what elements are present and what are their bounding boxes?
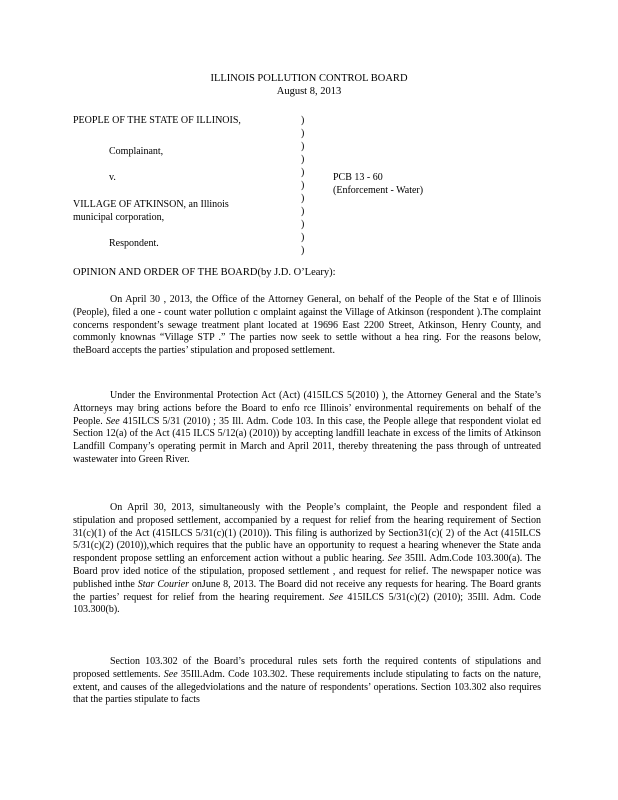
plaintiff-role: Complainant,: [109, 146, 164, 157]
caption-paren: ): [301, 245, 305, 256]
defendant-name-line2: municipal corporation,: [73, 212, 165, 223]
versus-label: v.: [109, 172, 116, 183]
caption-paren: ): [301, 193, 305, 204]
paragraph-3-text: 35Ill. Adm.Code 103.300(a). The Board prov ided notice of the stipulation, proposed settlement , and request for relief. The newspaper notice was published inthe: [73, 553, 541, 590]
caption-paren: ): [301, 167, 305, 178]
paragraph-4: [73, 656, 541, 707]
caption-paren: ): [301, 115, 305, 126]
paragraph-3-text: On April 30, 2013, simultaneously with the People’s complaint, the People and respondent filed a stipulation and proposed settlement, accompanied by a request for relief from the hearing requirement of Section 31(c)(1) of the Act (415ILCS 5/31(c)(1) (2010)). This filing is authorized by Section31(c)( 2) of the Act (415ILCS 5/31(c)(2) (2010)),which requires that the public have an opportunity to request a hearing whenever the State anda respondent propose settling an enforcement action without a public hearing.: [73, 502, 541, 565]
paragraph-1: On April 30 , 2013, the Office of the Attorney General, on behalf of the People of the Stat e of Illinois (People), filed a one - count water pollution c omplaint against the Village of Atkinson (respondent ).The complaint concerns respondent’s sewage treatment plant located at 19696 East 2200 Street, Atkinson, Henry County, and commonly knownas “Village STP .” The parties now seek to settle without a hea ring. For the reasons below, theBoard accepts the parties’ stipulation and proposed settlement.: [73, 294, 541, 357]
caption-paren: ): [301, 219, 305, 230]
caption-paren: ): [301, 154, 305, 165]
caption-paren: ): [301, 232, 305, 243]
paragraph-3: [73, 502, 541, 617]
case-type: (Enforcement - Water): [333, 185, 424, 196]
newspaper-name: Star Courier: [137, 578, 189, 590]
paragraph-3-text: onJune 8, 2013. The Board did not receive any requests for hearing. The Board grants the parties’ request for relief from the hearing requirement.: [73, 578, 541, 603]
paragraph-4-text: 35Ill.Adm. Code 103.302. These requirements include stipulating to facts on the nature, extent, and causes of the allegedviolations and the nature of respondents’ operations. Section 103.302 also requires that the parties stipulate to facts: [73, 668, 542, 706]
paragraph-2-text: Under the Environmental Protection Act (Act) (415ILCS 5(2010) ), the Attorney General and the State’s Attorneys may bring actions before the Board to enfo rce Illinois’ environmental requirements on behalf of the People.: [73, 390, 541, 427]
paragraph-4-text: Section 103.302 of the Board’s procedural rules sets forth the required contents of stipulations and proposed settlements.: [73, 656, 541, 680]
case-number: PCB 13 - 60: [333, 172, 383, 183]
citation-signal: See: [329, 591, 343, 603]
caption-paren: ): [301, 180, 305, 191]
order-date: August 8, 2013: [276, 86, 342, 97]
defendant-role: Respondent.: [109, 238, 159, 249]
plaintiff-name: PEOPLE OF THE STATE OF ILLINOIS,: [73, 115, 241, 126]
paragraph-2-text: 415ILCS 5/31 (2010) ; 35 Ill. Adm. Code 103. In this case, the People allege that respondent violat ed Section 12(a) of the Act (415 ILCS 5/12(a) (2010)) by accepting landfill leachate in excess of the limits of Atkinson Landfill Company’s operating permit in March and April 2011, thereby threatening the pass through of untreated wastewater into Green River.: [73, 415, 541, 465]
opinion-heading: OPINION AND ORDER OF THE BOARD(by J.D. O’Leary):: [73, 267, 336, 278]
citation-signal: See: [105, 415, 120, 427]
citation-signal: See: [163, 668, 178, 680]
caption-parentheses: [301, 114, 304, 257]
caption-paren: ): [301, 128, 305, 139]
caption-paren: ): [301, 141, 305, 152]
paragraph-3-text: 415ILCS 5/31(c)(2) (2010); 35Ill. Adm. Code 103.300(b).: [73, 591, 541, 616]
defendant-name-line1: VILLAGE OF ATKINSON, an Illinois: [73, 199, 229, 210]
caption-paren: ): [301, 206, 305, 217]
board-title: ILLINOIS POLLUTION CONTROL BOARD: [210, 73, 408, 84]
citation-signal: See: [387, 553, 402, 565]
paragraph-2: [73, 390, 541, 467]
